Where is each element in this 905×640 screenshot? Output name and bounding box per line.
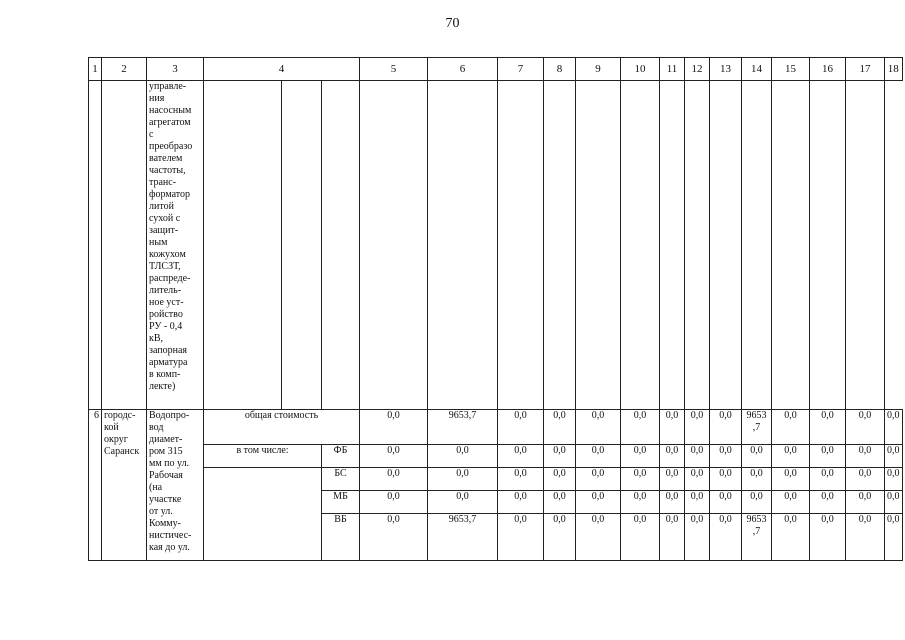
value-cell: 0,0: [360, 445, 428, 468]
table-row-bs: [89, 468, 903, 491]
value-cell: 0,0: [621, 491, 660, 514]
value-cell: 0,0: [846, 514, 885, 561]
value-cell: 0,0: [846, 445, 885, 468]
header-cell: 14: [742, 58, 772, 81]
value-cell: 0,0: [710, 445, 742, 468]
value-cell: 0,0: [660, 491, 685, 514]
including-label: в том числе:: [204, 445, 322, 468]
value-cell: 0,0: [685, 468, 710, 491]
budget-source-label: БС: [322, 468, 360, 491]
item-description: Водопро- вод диамет- ром 315 мм по ул. Рабочая (на участке от ул. Комму- нистичес- кая до ул.: [147, 410, 204, 561]
value-cell: 0,0: [685, 445, 710, 468]
header-cell: 5: [360, 58, 428, 81]
value-cell: 0,0: [428, 468, 498, 491]
value-cell: 0,0: [360, 468, 428, 491]
budget-table: [88, 57, 903, 561]
header-cell: 11: [660, 58, 685, 81]
value-cell: 0,0: [360, 410, 428, 445]
value-cell: 0,0: [576, 445, 621, 468]
value-cell: 0,0: [742, 445, 772, 468]
value-cell: 0,0: [885, 491, 903, 514]
value-cell: 0,0: [885, 514, 903, 561]
value-cell: 9653,7: [428, 514, 498, 561]
item-index: 6: [89, 410, 102, 561]
value-cell: 0,0: [621, 468, 660, 491]
value-cell: 0,0: [621, 514, 660, 561]
value-cell: 0,0: [576, 410, 621, 445]
value-cell: 0,0: [576, 468, 621, 491]
header-cell: 15: [772, 58, 810, 81]
header-cell: 12: [685, 58, 710, 81]
value-cell: 0,0: [710, 514, 742, 561]
value-cell: 0,0: [710, 468, 742, 491]
header-cell: 4: [204, 58, 360, 81]
value-cell: 0,0: [772, 468, 810, 491]
value-cell: 0,0: [742, 491, 772, 514]
budget-source-label: ВБ: [322, 514, 360, 561]
value-cell: 0,0: [810, 468, 846, 491]
value-cell: 0,0: [428, 491, 498, 514]
value-cell: 0,0: [885, 410, 903, 445]
value-cell: 0,0: [360, 514, 428, 561]
table-row-total: [89, 410, 903, 445]
value-cell: 0,0: [428, 445, 498, 468]
value-cell: 0,0: [660, 445, 685, 468]
value-cell: 0,0: [685, 410, 710, 445]
value-cell: 0,0: [621, 445, 660, 468]
value-cell: 0,0: [772, 445, 810, 468]
header-cell: 6: [428, 58, 498, 81]
value-cell: 0,0: [544, 410, 576, 445]
value-cell: 0,0: [685, 491, 710, 514]
continuation-description: управле- ния насосным агрегатом с преобразо вателем частоты, транс- форматор литой сухой с защит- ным кожухом ТЛСЗТ, распреде- литель- ное уст- ройство РУ - 0,4 кВ, запорная арматура в комп- лекте): [147, 81, 204, 410]
value-cell: 0,0: [498, 468, 544, 491]
value-cell: 0,0: [544, 468, 576, 491]
table-row-fb: [89, 445, 903, 468]
value-cell: 9653 ,7: [742, 410, 772, 445]
value-cell: 0,0: [810, 491, 846, 514]
header-cell: 18: [885, 58, 903, 81]
header-cell: 9: [576, 58, 621, 81]
header-row: [89, 58, 903, 81]
value-cell: 0,0: [772, 410, 810, 445]
header-cell: 3: [147, 58, 204, 81]
value-cell: 0,0: [576, 514, 621, 561]
item-municipality: городс- кой округ Саранск: [102, 410, 147, 561]
value-cell: 0,0: [885, 468, 903, 491]
value-cell: 0,0: [498, 410, 544, 445]
header-cell: 16: [810, 58, 846, 81]
value-cell: 0,0: [498, 514, 544, 561]
header-cell: 10: [621, 58, 660, 81]
header-cell: 1: [89, 58, 102, 81]
value-cell: 0,0: [544, 491, 576, 514]
value-cell: 0,0: [810, 445, 846, 468]
value-cell: 0,0: [498, 491, 544, 514]
value-cell: 0,0: [621, 410, 660, 445]
value-cell: 0,0: [710, 410, 742, 445]
value-cell: 0,0: [660, 410, 685, 445]
value-cell: 0,0: [810, 514, 846, 561]
value-cell: 0,0: [846, 410, 885, 445]
page-number: 70: [445, 16, 460, 31]
value-cell: 0,0: [772, 491, 810, 514]
header-cell: 2: [102, 58, 147, 81]
value-cell: 0,0: [576, 491, 621, 514]
value-cell: 0,0: [810, 410, 846, 445]
value-cell: 0,0: [685, 514, 710, 561]
value-cell: 0,0: [660, 468, 685, 491]
value-cell: 9653 ,7: [742, 514, 772, 561]
budget-source-label: МБ: [322, 491, 360, 514]
value-cell: 9653,7: [428, 410, 498, 445]
value-cell: 0,0: [846, 491, 885, 514]
value-cell: 0,0: [710, 491, 742, 514]
header-cell: 13: [710, 58, 742, 81]
value-cell: 0,0: [846, 468, 885, 491]
value-cell: 0,0: [885, 445, 903, 468]
value-cell: 0,0: [772, 514, 810, 561]
value-cell: 0,0: [360, 491, 428, 514]
continuation-row: [89, 81, 903, 410]
total-label: общая стоимость: [204, 410, 360, 445]
value-cell: 0,0: [544, 514, 576, 561]
header-cell: 17: [846, 58, 885, 81]
value-cell: 0,0: [660, 514, 685, 561]
header-cell: 8: [544, 58, 576, 81]
value-cell: 0,0: [498, 445, 544, 468]
header-cell: 7: [498, 58, 544, 81]
value-cell: 0,0: [544, 445, 576, 468]
budget-source-label: ФБ: [322, 445, 360, 468]
value-cell: 0,0: [742, 468, 772, 491]
